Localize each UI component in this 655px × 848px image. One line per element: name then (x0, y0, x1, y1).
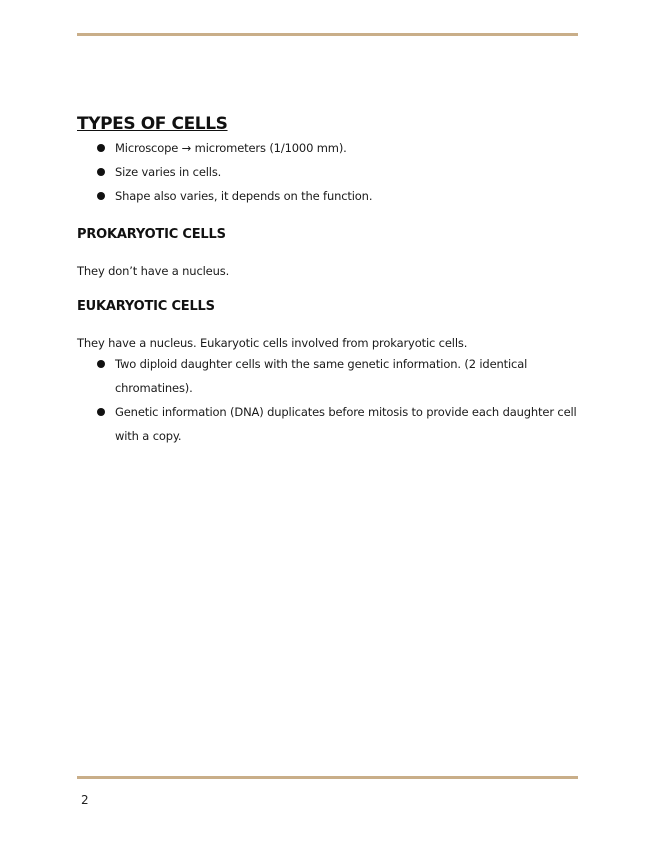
footer-rule (77, 776, 578, 779)
list-item-text: Two diploid daughter cells with the same genetic information. (2 identical chromatines). (115, 357, 528, 395)
bullet-icon (97, 192, 105, 200)
header-rule (77, 33, 578, 36)
mitosis-bullet-list (77, 352, 578, 448)
prokaryotic-heading: PROKARYOTIC CELLS (77, 227, 226, 242)
bullet-icon (97, 408, 105, 416)
list-item-text: Shape also varies, it depends on the function. (115, 189, 373, 203)
prokaryotic-text: They don’t have a nucleus. (77, 264, 230, 278)
bullet-icon (97, 144, 105, 152)
list-item (77, 184, 578, 208)
list-item (77, 352, 578, 400)
page-number: 2 (81, 793, 89, 807)
eukaryotic-text: They have a nucleus. Eukaryotic cells involved from prokaryotic cells. (77, 336, 468, 350)
list-item-text: Size varies in cells. (115, 165, 222, 179)
page-content (77, 112, 578, 448)
list-item-text: Microscope → micrometers (1/1000 mm). (115, 141, 347, 155)
list-item-text: Genetic information (DNA) duplicates before mitosis to provide each daughter cell with a copy. (115, 405, 577, 443)
page-title: TYPES OF CELLS (77, 114, 228, 134)
list-item (77, 160, 578, 184)
eukaryotic-heading: EUKARYOTIC CELLS (77, 299, 215, 314)
list-item (77, 400, 578, 448)
list-item (77, 136, 578, 160)
bullet-icon (97, 360, 105, 368)
intro-bullet-list (77, 136, 578, 208)
bullet-icon (97, 168, 105, 176)
